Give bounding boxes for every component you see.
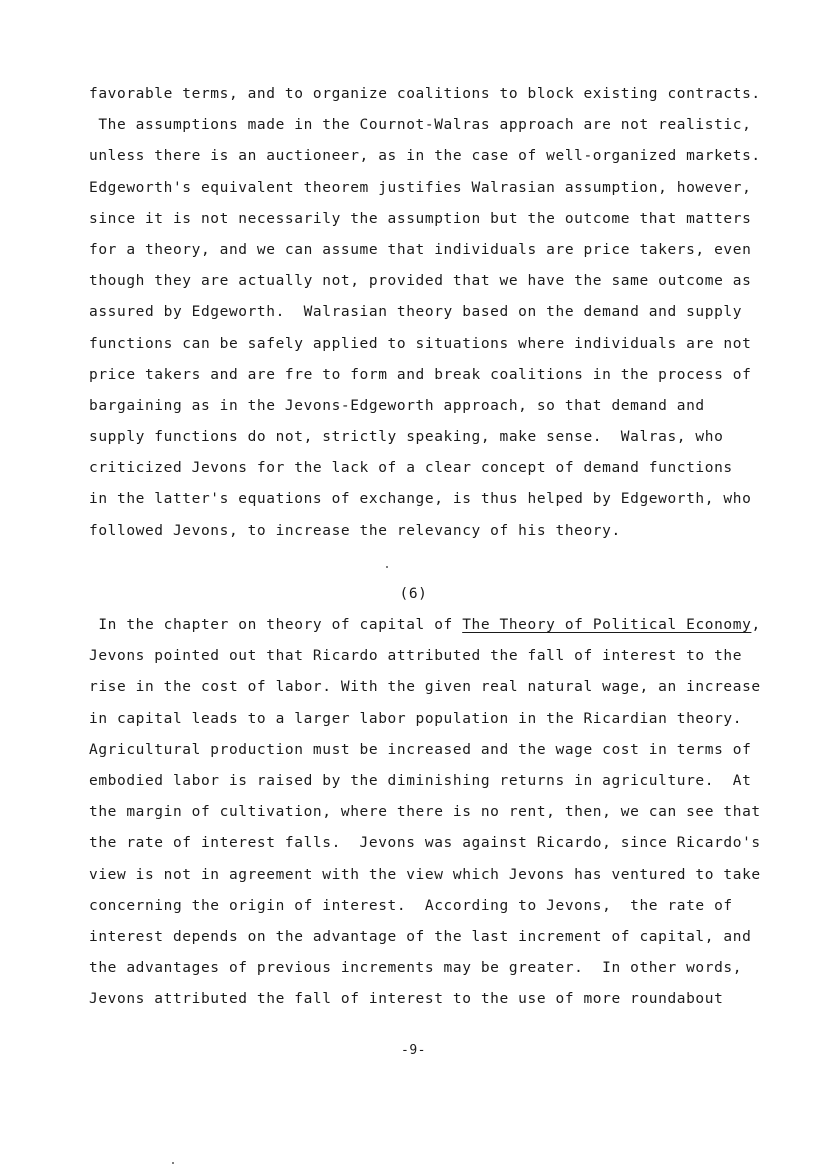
book-title: The Theory of Political Economy xyxy=(462,617,752,633)
text-line: the rate of interest falls. Jevons was against Ricardo, since Ricardo's xyxy=(89,835,761,852)
paragraph-edgeworth-walras xyxy=(89,79,759,547)
text-line: unless there is an auctioneer, as in the case of well-organized markets. xyxy=(89,148,761,165)
text-line: assured by Edgeworth. Walrasian theory based on the demand and supply xyxy=(89,304,743,321)
text-line: criticized Jevons for the lack of a clear concept of demand functions xyxy=(89,460,733,477)
text-line: in capital leads to a larger labor population in the Ricardian theory. xyxy=(89,710,743,727)
text-line: followed Jevons, to increase the relevancy of his theory. xyxy=(89,522,621,539)
text-line: interest depends on the advantage of the last increment of capital, and xyxy=(89,928,752,945)
text-fragment: In the chapter on theory of capital of xyxy=(89,617,463,633)
scan-speck xyxy=(172,1162,174,1164)
text-line: embodied labor is raised by the diminishing returns in agriculture. At xyxy=(89,772,752,789)
text-line: for a theory, and we can assume that individuals are price takers, even xyxy=(89,241,752,258)
text-line: Edgeworth's equivalent theorem justifies Walrasian assumption, however, xyxy=(89,179,752,196)
text-line: functions can be safely applied to situations where individuals are not xyxy=(89,335,752,352)
text-line: Jevons pointed out that Ricardo attributed the fall of interest to the xyxy=(89,648,743,665)
page-number: -9- xyxy=(401,1043,426,1058)
text-line: rise in the cost of labor. With the given real natural wage, an increase xyxy=(89,679,761,696)
text-line: The assumptions made in the Cournot-Walras approach are not realistic, xyxy=(89,117,752,134)
text-line: the margin of cultivation, where there is no rent, then, we can see that xyxy=(89,804,761,821)
paragraph-jevons-ricardo xyxy=(89,610,759,1015)
text-line: Agricultural production must be increased and the wage cost in terms of xyxy=(89,741,752,758)
text-line: supply functions do not, strictly speaking, make sense. Walras, who xyxy=(89,429,724,446)
text-line: favorable terms, and to organize coalitions to block existing contracts. xyxy=(89,86,761,102)
text-line: in the latter's equations of exchange, is thus helped by Edgeworth, who xyxy=(89,491,752,508)
scan-speck xyxy=(386,566,388,568)
text-fragment: , xyxy=(751,617,761,633)
text-line: Jevons attributed the fall of interest to the use of more roundabout xyxy=(89,991,724,1008)
text-line: the advantages of previous increments may be greater. In other words, xyxy=(89,960,743,977)
text-line: bargaining as in the Jevons-Edgeworth approach, so that demand and xyxy=(89,397,705,414)
text-line-first xyxy=(89,610,759,641)
text-line: concerning the origin of interest. According to Jevons, the rate of xyxy=(89,897,733,914)
section-heading: (6) xyxy=(399,586,428,602)
text-line: price takers and are fre to form and break coalitions in the process of xyxy=(89,366,752,383)
text-line: since it is not necessarily the assumption but the outcome that matters xyxy=(89,210,752,227)
text-line: though they are actually not, provided that we have the same outcome as xyxy=(89,273,752,290)
text-line: view is not in agreement with the view which Jevons has ventured to take xyxy=(89,866,761,883)
